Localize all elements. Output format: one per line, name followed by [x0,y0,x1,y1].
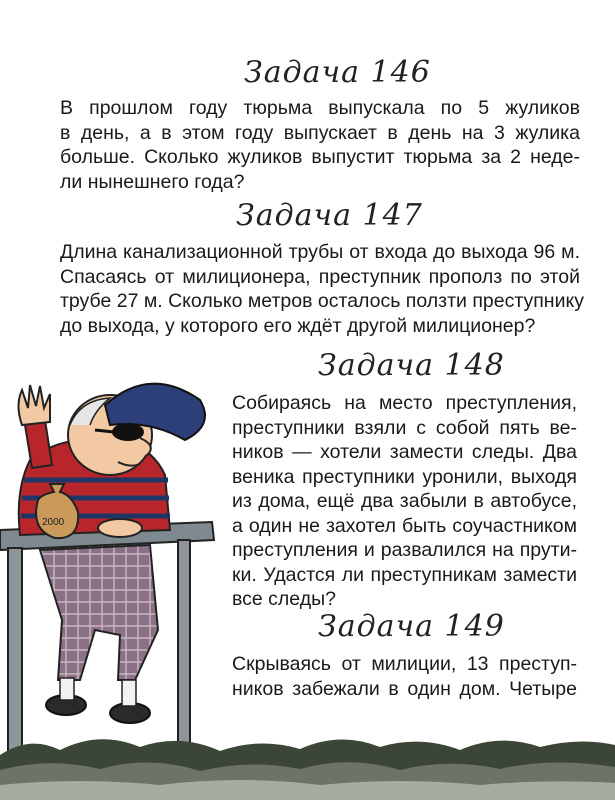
problem-148-line-4: веника преступники уронили, выходя [232,465,577,488]
ground-grass [0,725,615,800]
problem-146-text [60,96,580,194]
problem-146-line-1: В прошлом году тюрьма выпускала по 5 жуликов [60,97,580,119]
sock-right [122,680,136,706]
resting-hand [98,519,142,537]
problem-148-line-6: а один не захотел быть соучастником [232,514,577,537]
problem-148-line-9: все следы? [232,588,336,610]
problem-146-title: Задача 146 [244,55,431,90]
problem-148-line-5: из дома, ещё два забыли в автобусе, [232,490,577,512]
problem-146-line-4: ли нынешнего года? [60,170,245,193]
criminal-illustration [0,380,230,760]
problem-149-text [232,652,577,701]
problem-148-text [232,391,577,612]
problem-148-line-8: ки. Удастся ли преступникам замести [232,563,577,586]
problem-146-line-2: в день, а в этом году выпускает в день на 3 жулика [60,121,580,144]
problem-148-title: Задача 148 [318,348,505,383]
problem-148-line-7: преступления и развалился на прути- [232,539,577,561]
problem-147-line-3: трубе 27 м. Сколько метров осталось ползти преступнику [60,290,584,312]
problem-147-title: Задача 147 [236,198,423,233]
wall-leg-left [8,548,22,753]
problem-147-line-1: Длина канализационной трубы от входа до выхода 96 м. [60,241,580,263]
sunglasses [112,423,144,441]
problem-149-line-2: ников забежали в один дом. Четыре [232,677,577,700]
problem-149-line-1: Скрываясь от милиции, 13 преступ- [232,653,577,675]
raised-hand [19,385,51,425]
problem-147-line-2: Спасаясь от милиционера, преступник прополз по этой [60,265,580,288]
problem-146-line-3: больше. Сколько жуликов выпустит тюрьма за 2 неде- [60,146,580,168]
problem-147-line-4: до выхода, у которого его ждёт другой милиционер? [60,314,536,337]
problem-148-line-3: ников — хотели замести следы. Два [232,441,577,463]
problem-147-text [60,240,584,338]
problem-148-line-1: Собираясь на место преступления, [232,392,577,414]
sock-left [60,678,74,700]
trousers [40,545,158,680]
money-bag-label: 2000 [42,517,65,528]
problem-149-title: Задача 149 [318,609,505,644]
problem-148-line-2: преступники взяли с собой пять ве- [232,416,577,439]
wall-leg-right [178,540,190,745]
